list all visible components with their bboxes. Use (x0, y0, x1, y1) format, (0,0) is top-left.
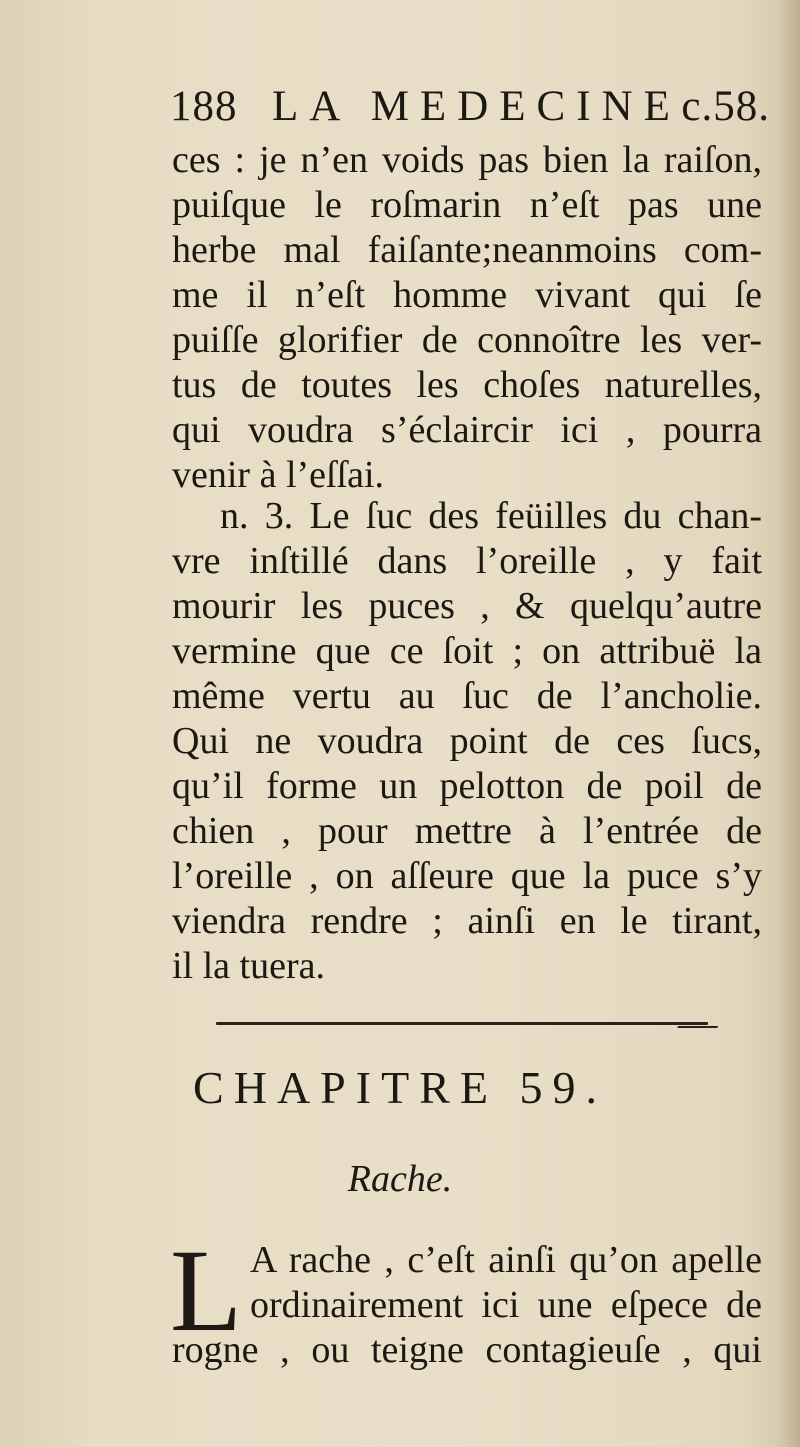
text-line: tus de toutes les choſes naturelles, (172, 364, 762, 406)
chapter-heading-wrap (0, 1060, 800, 1120)
paragraph-3 (170, 1225, 762, 1373)
text-line: rogne , ou teigne contagieuſe , qui (172, 1329, 762, 1371)
text-line: vermine que ce ſoit ; on attribuë la (172, 630, 762, 672)
section-rule (216, 1022, 708, 1025)
text-line: Qui ne voudra point de ces ſucs, (172, 720, 762, 762)
text-line: puiſſe glorifier de connoître les ver- (172, 319, 762, 361)
text-line: me il n’eſt homme vivant qui ſe (172, 274, 762, 316)
running-head (170, 82, 770, 132)
drop-cap: L (170, 1225, 243, 1356)
text-line: herbe mal faiſante;neanmoins com- (172, 229, 762, 271)
chapter-heading: CHAPITRE 59. (193, 1062, 607, 1113)
chapter-subtitle: Rache. (347, 1158, 453, 1200)
text-line: A rache , c’eſt ainſi qu’on apelle (250, 1239, 762, 1281)
text-line: qu’il forme un pelotton de poil de (172, 765, 762, 807)
text-line: puiſque le roſmarin n’eſt pas une (172, 184, 762, 226)
text-line: mourir les puces , & quelqu’autre (172, 585, 762, 627)
text-line: l’oreille , on aſſeure que la puce s’y (172, 855, 762, 897)
text-line: qui voudra s’éclaircir ici , pourra (172, 409, 762, 451)
text-line: viendra rendre ; ainſi en le tirant, (172, 900, 762, 942)
text-line: n. 3. Le ſuc des feüilles du chan- (220, 495, 762, 537)
page-edge-shadow (778, 0, 800, 1447)
text-line: vre inſtillé dans l’oreille , y fait (172, 540, 762, 582)
text-line: venir à l’eſſai. (172, 454, 385, 496)
chapter-reference: c.58. (681, 83, 770, 130)
text-line: chien , pour mettre à l’entrée de (172, 810, 762, 852)
text-line: ordinairement ici une eſpece de (250, 1284, 762, 1326)
section-rule-flourish (677, 1018, 723, 1028)
paragraph-2 (172, 494, 762, 989)
page-number: 188 (170, 83, 238, 130)
paragraph-1 (172, 138, 762, 498)
text-line: il la tuera. (172, 945, 325, 987)
running-title: LA MEDECINE (272, 83, 681, 130)
text-line: ces : je n’en voids pas bien la raiſon, (172, 139, 762, 181)
text-line: même vertu au ſuc de l’ancholie. (172, 675, 762, 717)
